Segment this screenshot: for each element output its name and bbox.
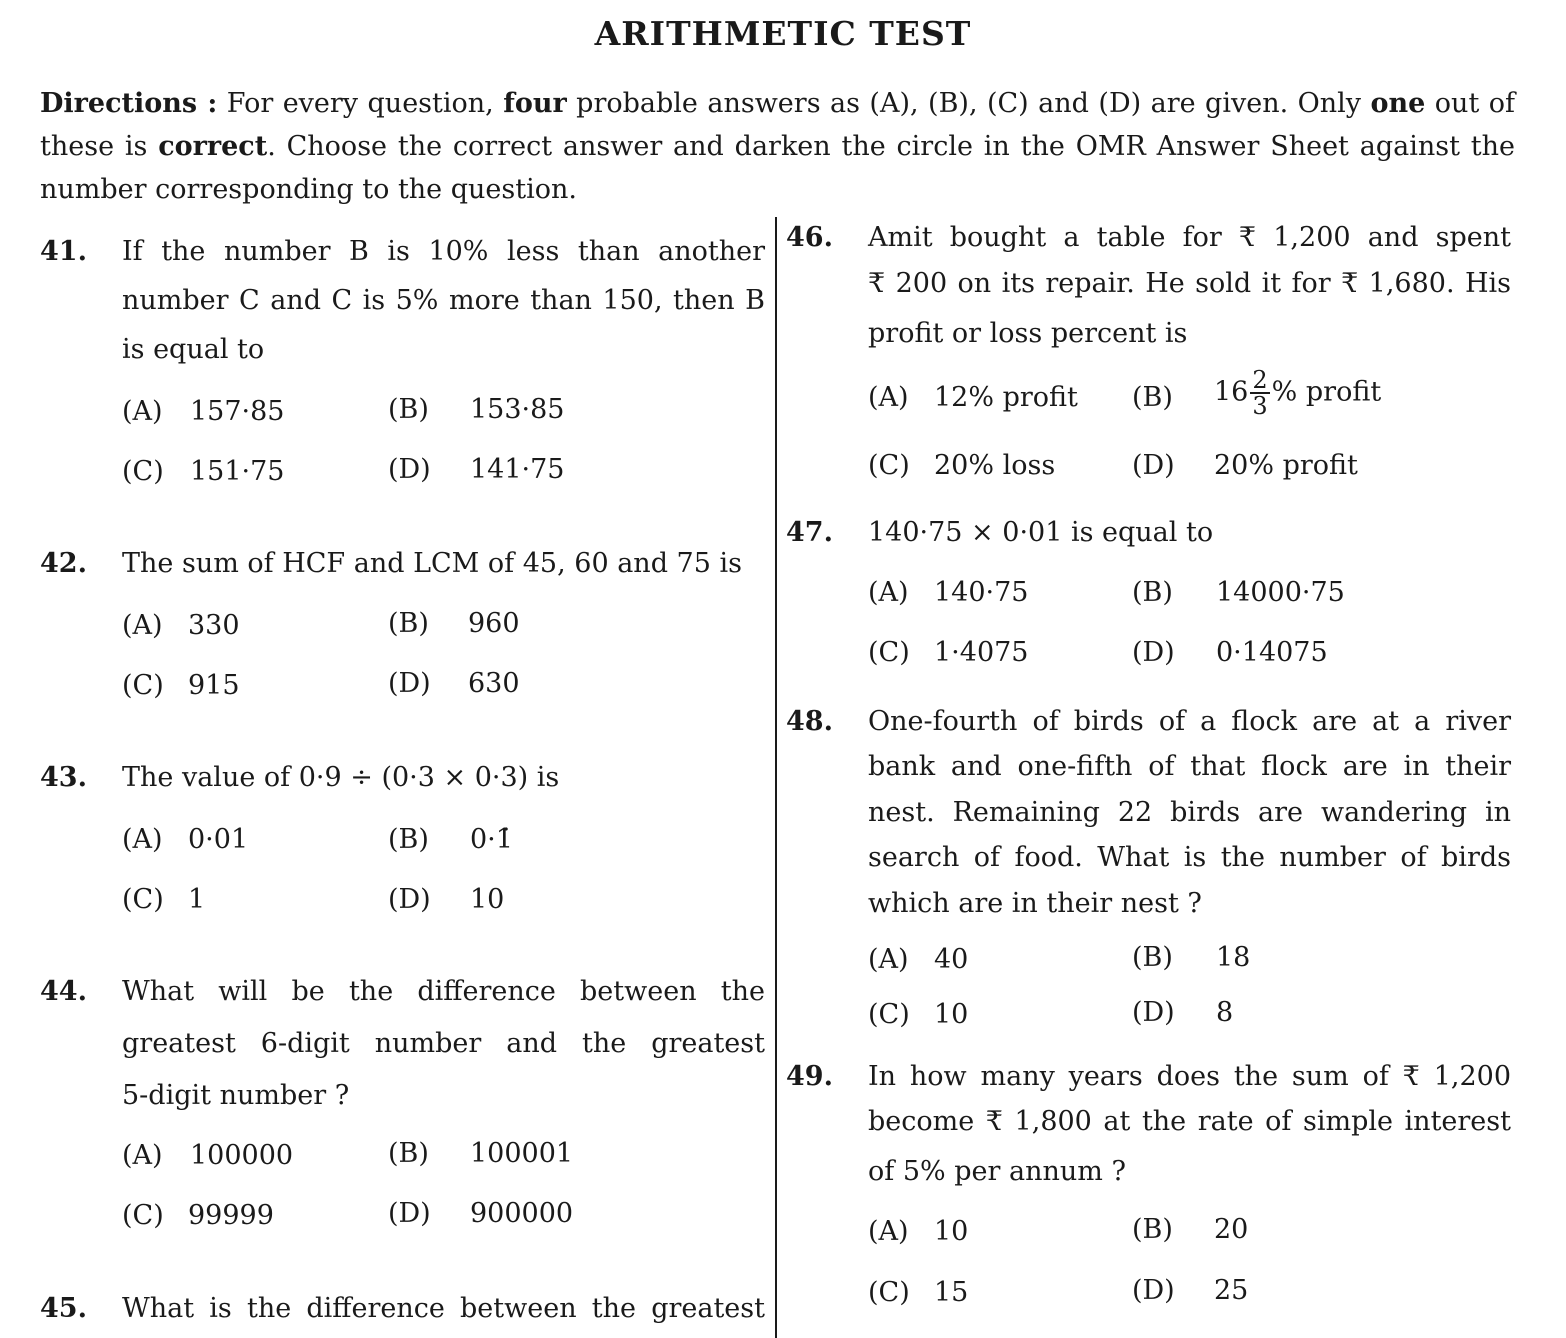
option-a[interactable]: [122, 1140, 294, 1171]
directions-text-2: probable answers as (A), (B), (C) and (D) are given. Only: [566, 88, 1371, 119]
option-value: 20% loss: [934, 450, 1056, 481]
directions-lead: Directions :: [40, 88, 218, 119]
option-value: 0·14075: [1216, 637, 1328, 668]
question-44: [40, 976, 770, 1246]
option-c[interactable]: [122, 670, 240, 701]
option-d[interactable]: [1132, 637, 1328, 668]
option-value: 14000·75: [1216, 577, 1345, 608]
question-line: of 5% per annum ?: [868, 1156, 1126, 1187]
option-label: (D): [388, 668, 431, 699]
option-label: (B): [1132, 577, 1173, 608]
question-line: What is the difference between the greatest: [122, 1293, 765, 1324]
option-label: (A): [122, 396, 163, 427]
question-number: 43.: [40, 762, 87, 793]
question-line: ₹ 200 on its repair. He sold it for ₹ 1,680. His: [868, 268, 1511, 299]
option-label: (D): [388, 884, 431, 915]
option-b[interactable]: [388, 394, 565, 425]
option-label: (B): [1132, 942, 1173, 973]
option-label: (A): [122, 824, 163, 855]
option-value: 12% profit: [934, 382, 1078, 413]
option-c[interactable]: [122, 456, 285, 487]
question-number: 44.: [40, 976, 87, 1007]
question-number: 46.: [786, 222, 833, 253]
option-value: 40: [934, 944, 969, 975]
option-label: (B): [388, 394, 429, 425]
option-label: (B): [388, 608, 429, 639]
option-value: 153·85: [470, 394, 565, 425]
page-title: ARITHMETIC TEST: [594, 14, 972, 53]
question-41: [40, 236, 770, 506]
option-label: (D): [388, 454, 431, 485]
question-line: In how many years does the sum of ₹ 1,200: [868, 1061, 1511, 1092]
option-value: 18: [1216, 942, 1251, 973]
option-d[interactable]: [388, 668, 520, 699]
option-value: 15: [934, 1277, 969, 1308]
fraction-whole: 16: [1214, 376, 1249, 408]
question-line: greatest 6-digit number and the greatest: [122, 1028, 765, 1059]
option-value: [1214, 368, 1381, 418]
option-label: (C): [122, 456, 164, 487]
option-c[interactable]: [868, 999, 969, 1030]
option-label: (C): [868, 1277, 910, 1308]
question-number: 45.: [40, 1293, 87, 1324]
option-value: 151·75: [190, 456, 285, 487]
option-b[interactable]: [1132, 366, 1382, 420]
option-b[interactable]: [388, 1138, 574, 1169]
option-value: 915: [188, 670, 240, 701]
option-a[interactable]: [122, 396, 285, 427]
fraction-denominator: 3: [1252, 392, 1268, 420]
option-value: 10: [934, 1216, 969, 1247]
option-value: 1: [188, 884, 206, 915]
option-value: 140·75: [934, 577, 1029, 608]
question-line: The value of 0·9 ÷ (0·3 × 0·3) is: [122, 762, 560, 793]
question-number: 41.: [40, 236, 87, 267]
option-label: (B): [1132, 1214, 1173, 1245]
option-c[interactable]: [122, 884, 206, 915]
fraction-numerator: 2: [1252, 366, 1268, 394]
option-b[interactable]: [1132, 942, 1251, 973]
question-line: If the number B is 10% less than another: [122, 236, 765, 267]
directions: [40, 82, 1515, 211]
option-a[interactable]: [122, 610, 240, 641]
question-line: profit or loss percent is: [868, 318, 1188, 349]
option-value: 630: [468, 668, 520, 699]
question-number: 42.: [40, 548, 87, 579]
option-value: 100001: [470, 1138, 574, 1169]
question-48: [786, 706, 1526, 1036]
question-line: search of food. What is the number of birds: [868, 842, 1511, 873]
directions-bold-3: correct: [158, 131, 268, 162]
question-49: [786, 1061, 1526, 1333]
question-line: which are in their nest ?: [868, 888, 1202, 919]
question-45: [40, 1293, 770, 1333]
question-line: is equal to: [122, 334, 265, 365]
option-value: 10: [470, 884, 505, 915]
option-value: 10: [934, 999, 969, 1030]
question-number: 47.: [786, 517, 833, 548]
question-47: [786, 517, 1526, 677]
option-label: (C): [868, 450, 910, 481]
option-label: (D): [388, 1198, 431, 1229]
option-a[interactable]: [868, 382, 1078, 413]
option-b[interactable]: [388, 608, 520, 639]
option-a[interactable]: [868, 1216, 969, 1247]
option-label: (A): [868, 944, 909, 975]
question-number: 49.: [786, 1061, 833, 1092]
option-label: (B): [388, 1138, 429, 1169]
option-label: (A): [122, 610, 163, 641]
option-d[interactable]: [388, 1198, 574, 1229]
option-label: (B): [388, 824, 429, 855]
option-d[interactable]: [388, 454, 565, 485]
option-label: (C): [868, 999, 910, 1030]
option-value: 25: [1214, 1275, 1249, 1306]
option-value: 1·4075: [934, 637, 1029, 668]
option-value: 960: [468, 608, 520, 639]
fraction: [1250, 368, 1269, 418]
option-a[interactable]: [868, 577, 1029, 608]
question-line: Amit bought a table for ₹ 1,200 and spent: [868, 222, 1511, 253]
directions-text-4: . Choose the correct answer and darken the circle in the OMR Answer Sheet against the number corresponding to the question.: [40, 131, 1515, 205]
option-label: (D): [1132, 997, 1175, 1028]
option-value: 99999: [188, 1200, 274, 1231]
fraction-suffix: % profit: [1271, 376, 1382, 408]
option-c[interactable]: [868, 450, 1056, 481]
question-line: What will be the difference between the: [122, 976, 765, 1007]
option-c[interactable]: [868, 637, 1029, 668]
directions-bold-1: four: [503, 88, 567, 119]
option-value: 20% profit: [1214, 450, 1358, 481]
question-line: 5-digit number ?: [122, 1080, 350, 1111]
option-value: 141·75: [470, 454, 565, 485]
directions-text-1: For every question,: [217, 88, 504, 119]
option-label: (A): [868, 577, 909, 608]
option-b[interactable]: [388, 824, 513, 855]
option-label: (A): [122, 1140, 163, 1171]
question-43: [40, 762, 770, 922]
option-value: 8: [1216, 997, 1234, 1028]
question-line: 140·75 × 0·01 is equal to: [868, 517, 1214, 548]
option-d[interactable]: [1132, 997, 1234, 1028]
question-line: number C and C is 5% more than 150, then B: [122, 285, 765, 316]
question-line: The sum of HCF and LCM of 45, 60 and 75 is: [122, 548, 742, 579]
option-a[interactable]: [122, 824, 249, 855]
question-line: One-fourth of birds of a flock are at a river: [868, 706, 1511, 737]
option-label: (C): [122, 884, 164, 915]
option-label: (D): [1132, 1275, 1175, 1306]
option-value: 330: [188, 610, 240, 641]
option-b[interactable]: [1132, 577, 1345, 608]
option-a[interactable]: [868, 944, 969, 975]
option-value: 0·01: [188, 824, 249, 855]
option-label: (A): [868, 382, 909, 413]
option-value: 20: [1214, 1214, 1249, 1245]
question-line: bank and one-fifth of that flock are in their: [868, 751, 1511, 782]
option-label: (A): [868, 1216, 909, 1247]
option-label: (D): [1132, 637, 1175, 668]
directions-bold-2: one: [1370, 88, 1426, 119]
option-value: 100000: [190, 1140, 294, 1171]
question-42: [40, 548, 770, 708]
option-d[interactable]: [1132, 450, 1358, 481]
option-d[interactable]: [388, 884, 505, 915]
option-b[interactable]: [1132, 1214, 1249, 1245]
question-46: [786, 222, 1526, 492]
question-number: 48.: [786, 706, 833, 737]
option-value: 900000: [470, 1198, 574, 1229]
option-label: (C): [868, 637, 910, 668]
question-line: nest. Remaining 22 birds are wandering in: [868, 797, 1511, 828]
option-label: (C): [122, 1200, 164, 1231]
option-d[interactable]: [1132, 1275, 1249, 1306]
question-line: become ₹ 1,800 at the rate of simple interest: [868, 1106, 1511, 1137]
directions-text-3: out of these is: [40, 88, 1516, 162]
option-c[interactable]: [122, 1200, 274, 1231]
option-value: 157·85: [190, 396, 285, 427]
option-label: (B): [1132, 382, 1173, 413]
option-value: 0·1̇: [470, 824, 513, 855]
option-label: (D): [1132, 450, 1175, 481]
option-c[interactable]: [868, 1277, 969, 1308]
column-divider: [775, 217, 777, 1338]
option-label: (C): [122, 670, 164, 701]
